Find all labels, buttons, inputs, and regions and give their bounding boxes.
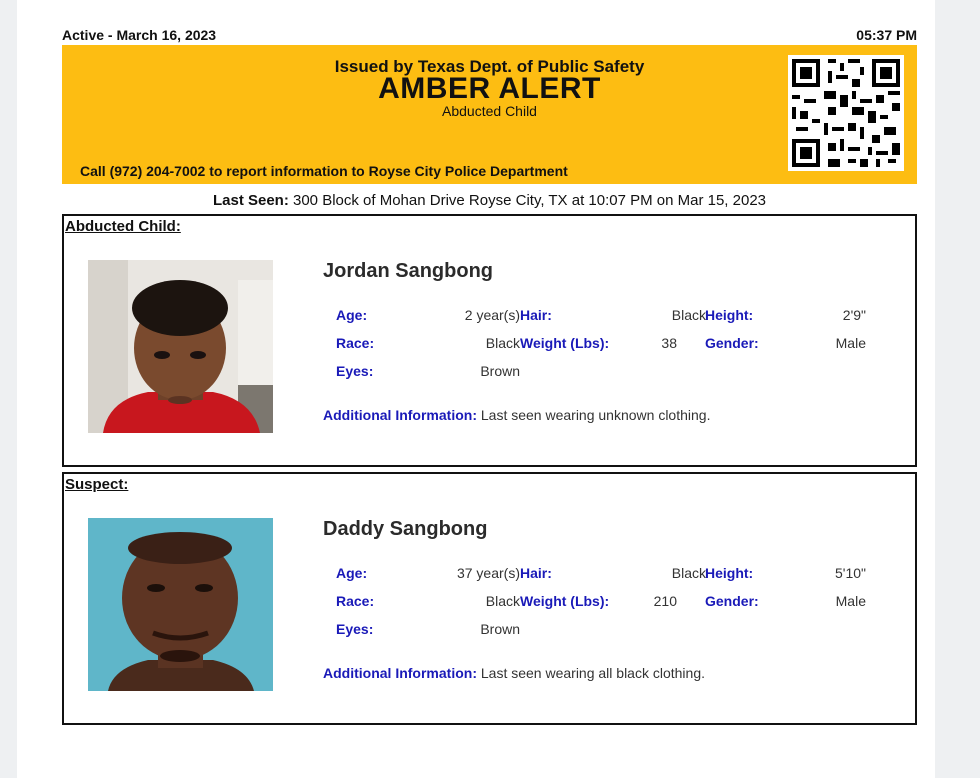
child-portrait-icon — [88, 260, 273, 433]
child-height: 2'9" — [842, 307, 866, 323]
age-label: Age: — [336, 565, 368, 581]
alert-status: Active - March 16, 2023 — [62, 27, 217, 43]
suspect-row-3 — [336, 621, 876, 639]
issued-by: Issued by Texas Dept. of Public Safety — [334, 57, 645, 76]
child-age: 2 year(s) — [464, 307, 520, 323]
gender-label: Gender: — [705, 593, 759, 609]
last-seen-text: 300 Block of Mohan Drive Royse City, TX at 10:07 PM on Mar 15, 2023 — [293, 192, 767, 209]
eyes-label: Eyes: — [336, 621, 374, 637]
child-additional-text: Last seen wearing unknown clothing. — [480, 407, 711, 423]
suspect-photo — [88, 518, 273, 691]
hair-label: Hair: — [520, 565, 552, 581]
alert-subtitle: Abducted Child — [442, 103, 537, 119]
race-label: Race: — [336, 593, 375, 609]
suspect-row-2 — [336, 593, 876, 611]
suspect-age: 37 year(s) — [456, 565, 520, 581]
child-name: Jordan Sangbong — [323, 260, 493, 282]
status-line — [62, 26, 917, 44]
weight-label: Weight (Lbs): — [520, 335, 610, 351]
child-additional — [323, 407, 710, 423]
suspect-box — [62, 472, 917, 725]
suspect-height: 5'10" — [834, 565, 866, 581]
gender-label: Gender: — [705, 335, 759, 351]
child-row-1 — [336, 307, 876, 325]
child-section-label: Abducted Child: — [65, 218, 181, 235]
suspect-eyes: Brown — [480, 621, 520, 637]
race-label: Race: — [336, 335, 375, 351]
weight-label: Weight (Lbs): — [520, 593, 610, 609]
suspect-name: Daddy Sangbong — [323, 518, 488, 540]
height-label: Height: — [705, 307, 754, 323]
additional-label: Additional Information: — [323, 665, 477, 681]
suspect-section-label: Suspect: — [65, 476, 129, 493]
child-box — [62, 214, 917, 467]
eyes-label: Eyes: — [336, 363, 374, 379]
call-info: Call (972) 204-7002 to report information to Royse City Police Department — [80, 163, 568, 179]
child-gender: Male — [835, 335, 866, 351]
suspect-row-1 — [336, 565, 876, 583]
suspect-portrait-icon — [88, 518, 273, 691]
child-race: Black — [485, 335, 520, 351]
alert-title: AMBER ALERT — [378, 72, 601, 105]
suspect-hair: Black — [671, 565, 706, 581]
hair-label: Hair: — [520, 307, 552, 323]
suspect-weight: 210 — [653, 593, 677, 609]
suspect-additional — [323, 665, 705, 681]
child-eyes: Brown — [480, 363, 520, 379]
alert-sheet — [17, 0, 935, 778]
height-label: Height: — [705, 565, 754, 581]
suspect-race: Black — [485, 593, 520, 609]
age-label: Age: — [336, 307, 368, 323]
child-row-2 — [336, 335, 876, 353]
last-seen — [62, 192, 917, 209]
alert-time: 05:37 PM — [856, 27, 917, 43]
child-weight: 38 — [661, 335, 677, 351]
child-hair: Black — [671, 307, 706, 323]
child-row-3 — [336, 363, 876, 381]
suspect-gender: Male — [835, 593, 866, 609]
amber-banner — [62, 45, 917, 184]
child-photo — [88, 260, 273, 433]
suspect-additional-text: Last seen wearing all black clothing. — [480, 665, 706, 681]
qr-code-icon[interactable] — [788, 55, 904, 171]
last-seen-label: Last Seen: — [212, 192, 289, 209]
additional-label: Additional Information: — [323, 407, 477, 423]
